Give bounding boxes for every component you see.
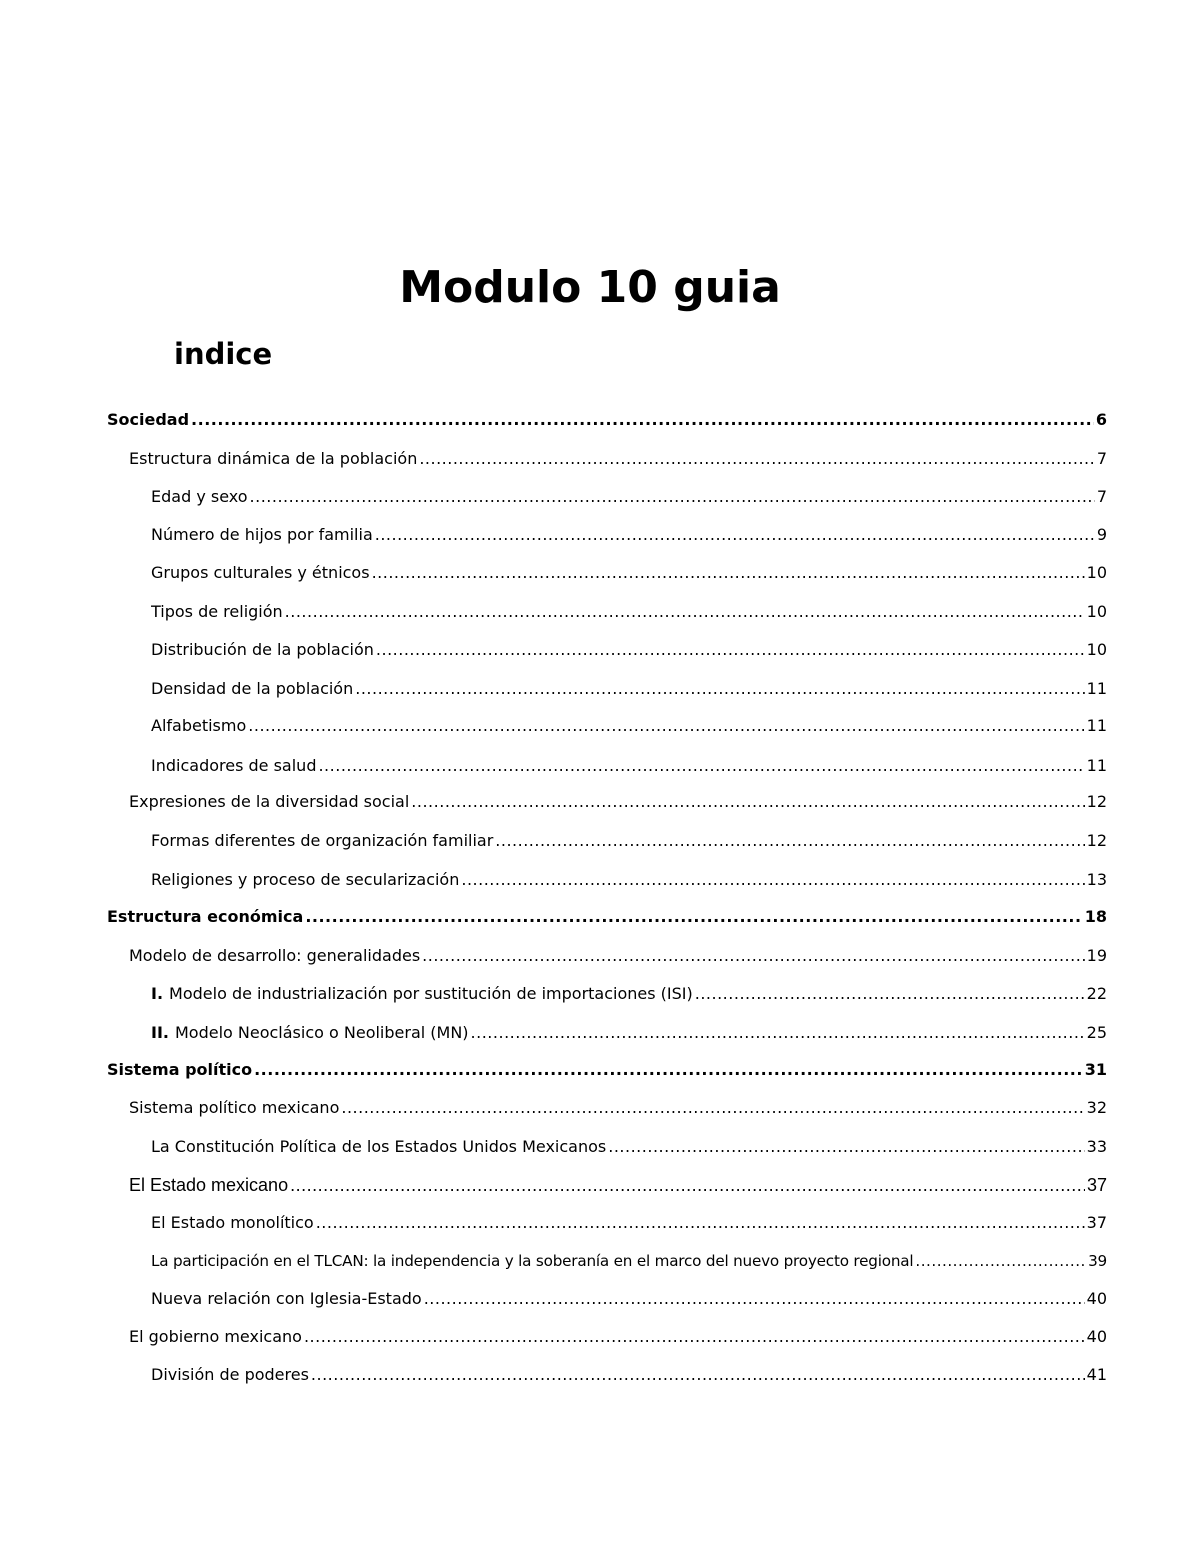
toc-entry-estado-monolitico[interactable] — [151, 1208, 1107, 1238]
toc-entry-title: Tipos de religión — [151, 602, 283, 621]
toc-dot-leader — [341, 1093, 1084, 1123]
index-heading: indice — [174, 337, 273, 371]
toc-dot-leader — [254, 1055, 1083, 1085]
toc-dot-leader — [290, 1170, 1085, 1200]
toc-dot-leader — [461, 865, 1084, 895]
toc-page-number: 11 — [1086, 679, 1107, 698]
toc-dot-leader — [608, 1132, 1084, 1162]
toc-entry-title: Modelo de desarrollo: generalidades — [129, 946, 421, 965]
toc-page-number: 22 — [1086, 984, 1107, 1003]
toc-entry-title: Sistema político — [107, 1060, 253, 1079]
toc-entry-tipos-religion[interactable] — [151, 597, 1107, 627]
toc-dot-leader — [250, 482, 1095, 512]
toc-page-number: 7 — [1096, 487, 1107, 506]
document-title: Modulo 10 guia — [399, 262, 781, 313]
toc-dot-leader — [316, 1208, 1085, 1238]
toc-entry-alfabetismo[interactable] — [151, 711, 1107, 741]
toc-dot-leader — [471, 1018, 1085, 1048]
toc-entry-title: Densidad de la población — [151, 679, 354, 698]
toc-page-number: 7 — [1096, 449, 1107, 468]
toc-entry-title: Modelo de industrialización por sustitución de importaciones (ISI) — [169, 984, 693, 1003]
toc-entry-sistema-politico[interactable] — [107, 1055, 1107, 1085]
toc-page-number: 41 — [1086, 1365, 1107, 1384]
toc-entry-title: Estructura dinámica de la población — [129, 449, 418, 468]
toc-entry-title: Estructura económica — [107, 907, 304, 926]
toc-entry-sistema-politico-mexicano[interactable] — [129, 1093, 1107, 1123]
toc-dot-leader — [376, 635, 1085, 665]
toc-entry-division-poderes[interactable] — [151, 1360, 1107, 1390]
toc-dot-leader — [915, 1246, 1086, 1276]
toc-entry-title: Nueva relación con Iglesia-Estado — [151, 1289, 422, 1308]
toc-page-number: 9 — [1096, 525, 1107, 544]
toc-entry-estructura-dinamica[interactable] — [129, 444, 1107, 474]
toc-entry-numeral: I. — [151, 984, 164, 1003]
toc-entry-densidad-poblacion[interactable] — [151, 674, 1107, 704]
toc-entry-title: Formas diferentes de organización familiar — [151, 831, 494, 850]
toc-dot-leader — [695, 979, 1085, 1009]
toc-page-number: 33 — [1086, 1137, 1107, 1156]
toc-page-number: 11 — [1086, 756, 1107, 775]
toc-page-number: 37 — [1086, 1213, 1107, 1232]
toc-entry-title: El Estado monolítico — [151, 1213, 314, 1232]
toc-entry-title: Sistema político mexicano — [129, 1098, 340, 1117]
toc-dot-leader — [375, 520, 1095, 550]
toc-entry-religiones-secularizacion[interactable] — [151, 865, 1107, 895]
toc-page-number: 18 — [1084, 907, 1107, 926]
toc-page-number: 6 — [1095, 410, 1107, 429]
toc-entry-iglesia-estado[interactable] — [151, 1284, 1107, 1314]
toc-dot-leader — [424, 1284, 1085, 1314]
toc-entry-title: Religiones y proceso de secularización — [151, 870, 460, 889]
toc-entry-title: Sociedad — [107, 410, 190, 429]
toc-page-number: 10 — [1086, 640, 1107, 659]
toc-entry-constitucion[interactable] — [151, 1132, 1107, 1162]
toc-entry-title: Número de hijos por familia — [151, 525, 373, 544]
toc-page-number: 11 — [1086, 716, 1107, 735]
toc-dot-leader — [248, 711, 1084, 741]
toc-entry-title: El gobierno mexicano — [129, 1327, 302, 1346]
toc-dot-leader — [311, 1360, 1085, 1390]
toc-page-number: 32 — [1086, 1098, 1107, 1117]
toc-entry-tlcan[interactable] — [151, 1246, 1107, 1276]
toc-entry-title: El Estado mexicano — [129, 1175, 289, 1195]
toc-entry-title: La participación en el TLCAN: la independencia y la soberanía en el marco del nuevo proyecto regional — [151, 1252, 914, 1270]
toc-dot-leader — [495, 826, 1084, 856]
toc-dot-leader — [191, 405, 1094, 435]
toc-dot-leader — [355, 674, 1084, 704]
toc-entry-title: Modelo Neoclásico o Neoliberal (MN) — [174, 1023, 469, 1042]
toc-page-number: 40 — [1086, 1289, 1107, 1308]
toc-page-number: 19 — [1086, 946, 1107, 965]
toc-entry-grupos-culturales[interactable] — [151, 558, 1107, 588]
toc-dot-leader — [318, 751, 1084, 781]
toc-entry-title: Alfabetismo — [151, 716, 247, 735]
toc-entry-distribucion-poblacion[interactable] — [151, 635, 1107, 665]
toc-entry-estado-mexicano[interactable] — [129, 1170, 1107, 1200]
toc-dot-leader — [372, 558, 1085, 588]
toc-dot-leader — [411, 787, 1084, 817]
toc-dot-leader — [285, 597, 1085, 627]
toc-page-number: 40 — [1086, 1327, 1107, 1346]
toc-entry-formas-organizacion[interactable] — [151, 826, 1107, 856]
toc-page-number: 12 — [1086, 831, 1107, 850]
toc-entry-expresiones-diversidad[interactable] — [129, 787, 1107, 817]
toc-page-number: 31 — [1084, 1060, 1107, 1079]
toc-entry-sociedad[interactable] — [107, 405, 1107, 435]
toc-entry-numeral: II. — [151, 1023, 169, 1042]
toc-entry-title: Grupos culturales y étnicos — [151, 563, 370, 582]
toc-entry-title: Distribución de la población — [151, 640, 374, 659]
toc-dot-leader — [422, 941, 1084, 971]
toc-dot-leader — [419, 444, 1094, 474]
toc-entry-modelo-desarrollo[interactable] — [129, 941, 1107, 971]
toc-dot-leader — [304, 1322, 1085, 1352]
toc-dot-leader — [305, 902, 1082, 932]
toc-page-number: 12 — [1086, 792, 1107, 811]
toc-page-number: 25 — [1086, 1023, 1107, 1042]
toc-entry-edad-sexo[interactable] — [151, 482, 1107, 512]
toc-entry-title: División de poderes — [151, 1365, 309, 1384]
toc-entry-gobierno-mexicano[interactable] — [129, 1322, 1107, 1352]
toc-entry-modelo-neoliberal[interactable] — [151, 1018, 1107, 1048]
toc-entry-indicadores-salud[interactable] — [151, 751, 1107, 781]
toc-entry-numero-hijos[interactable] — [151, 520, 1107, 550]
toc-entry-title: Expresiones de la diversidad social — [129, 792, 410, 811]
toc-page-number: 13 — [1086, 870, 1107, 889]
toc-page-number: 37 — [1086, 1175, 1107, 1195]
toc-entry-title: Edad y sexo — [151, 487, 248, 506]
toc-entry-estructura-economica[interactable] — [107, 902, 1107, 932]
toc-page-number: 10 — [1086, 602, 1107, 621]
toc-page-number: 39 — [1088, 1252, 1107, 1270]
toc-page-number: 10 — [1086, 563, 1107, 582]
toc-entry-title: La Constitución Política de los Estados Unidos Mexicanos — [151, 1137, 607, 1156]
toc-entry-modelo-isi[interactable] — [151, 979, 1107, 1009]
toc-entry-title: Indicadores de salud — [151, 756, 317, 775]
